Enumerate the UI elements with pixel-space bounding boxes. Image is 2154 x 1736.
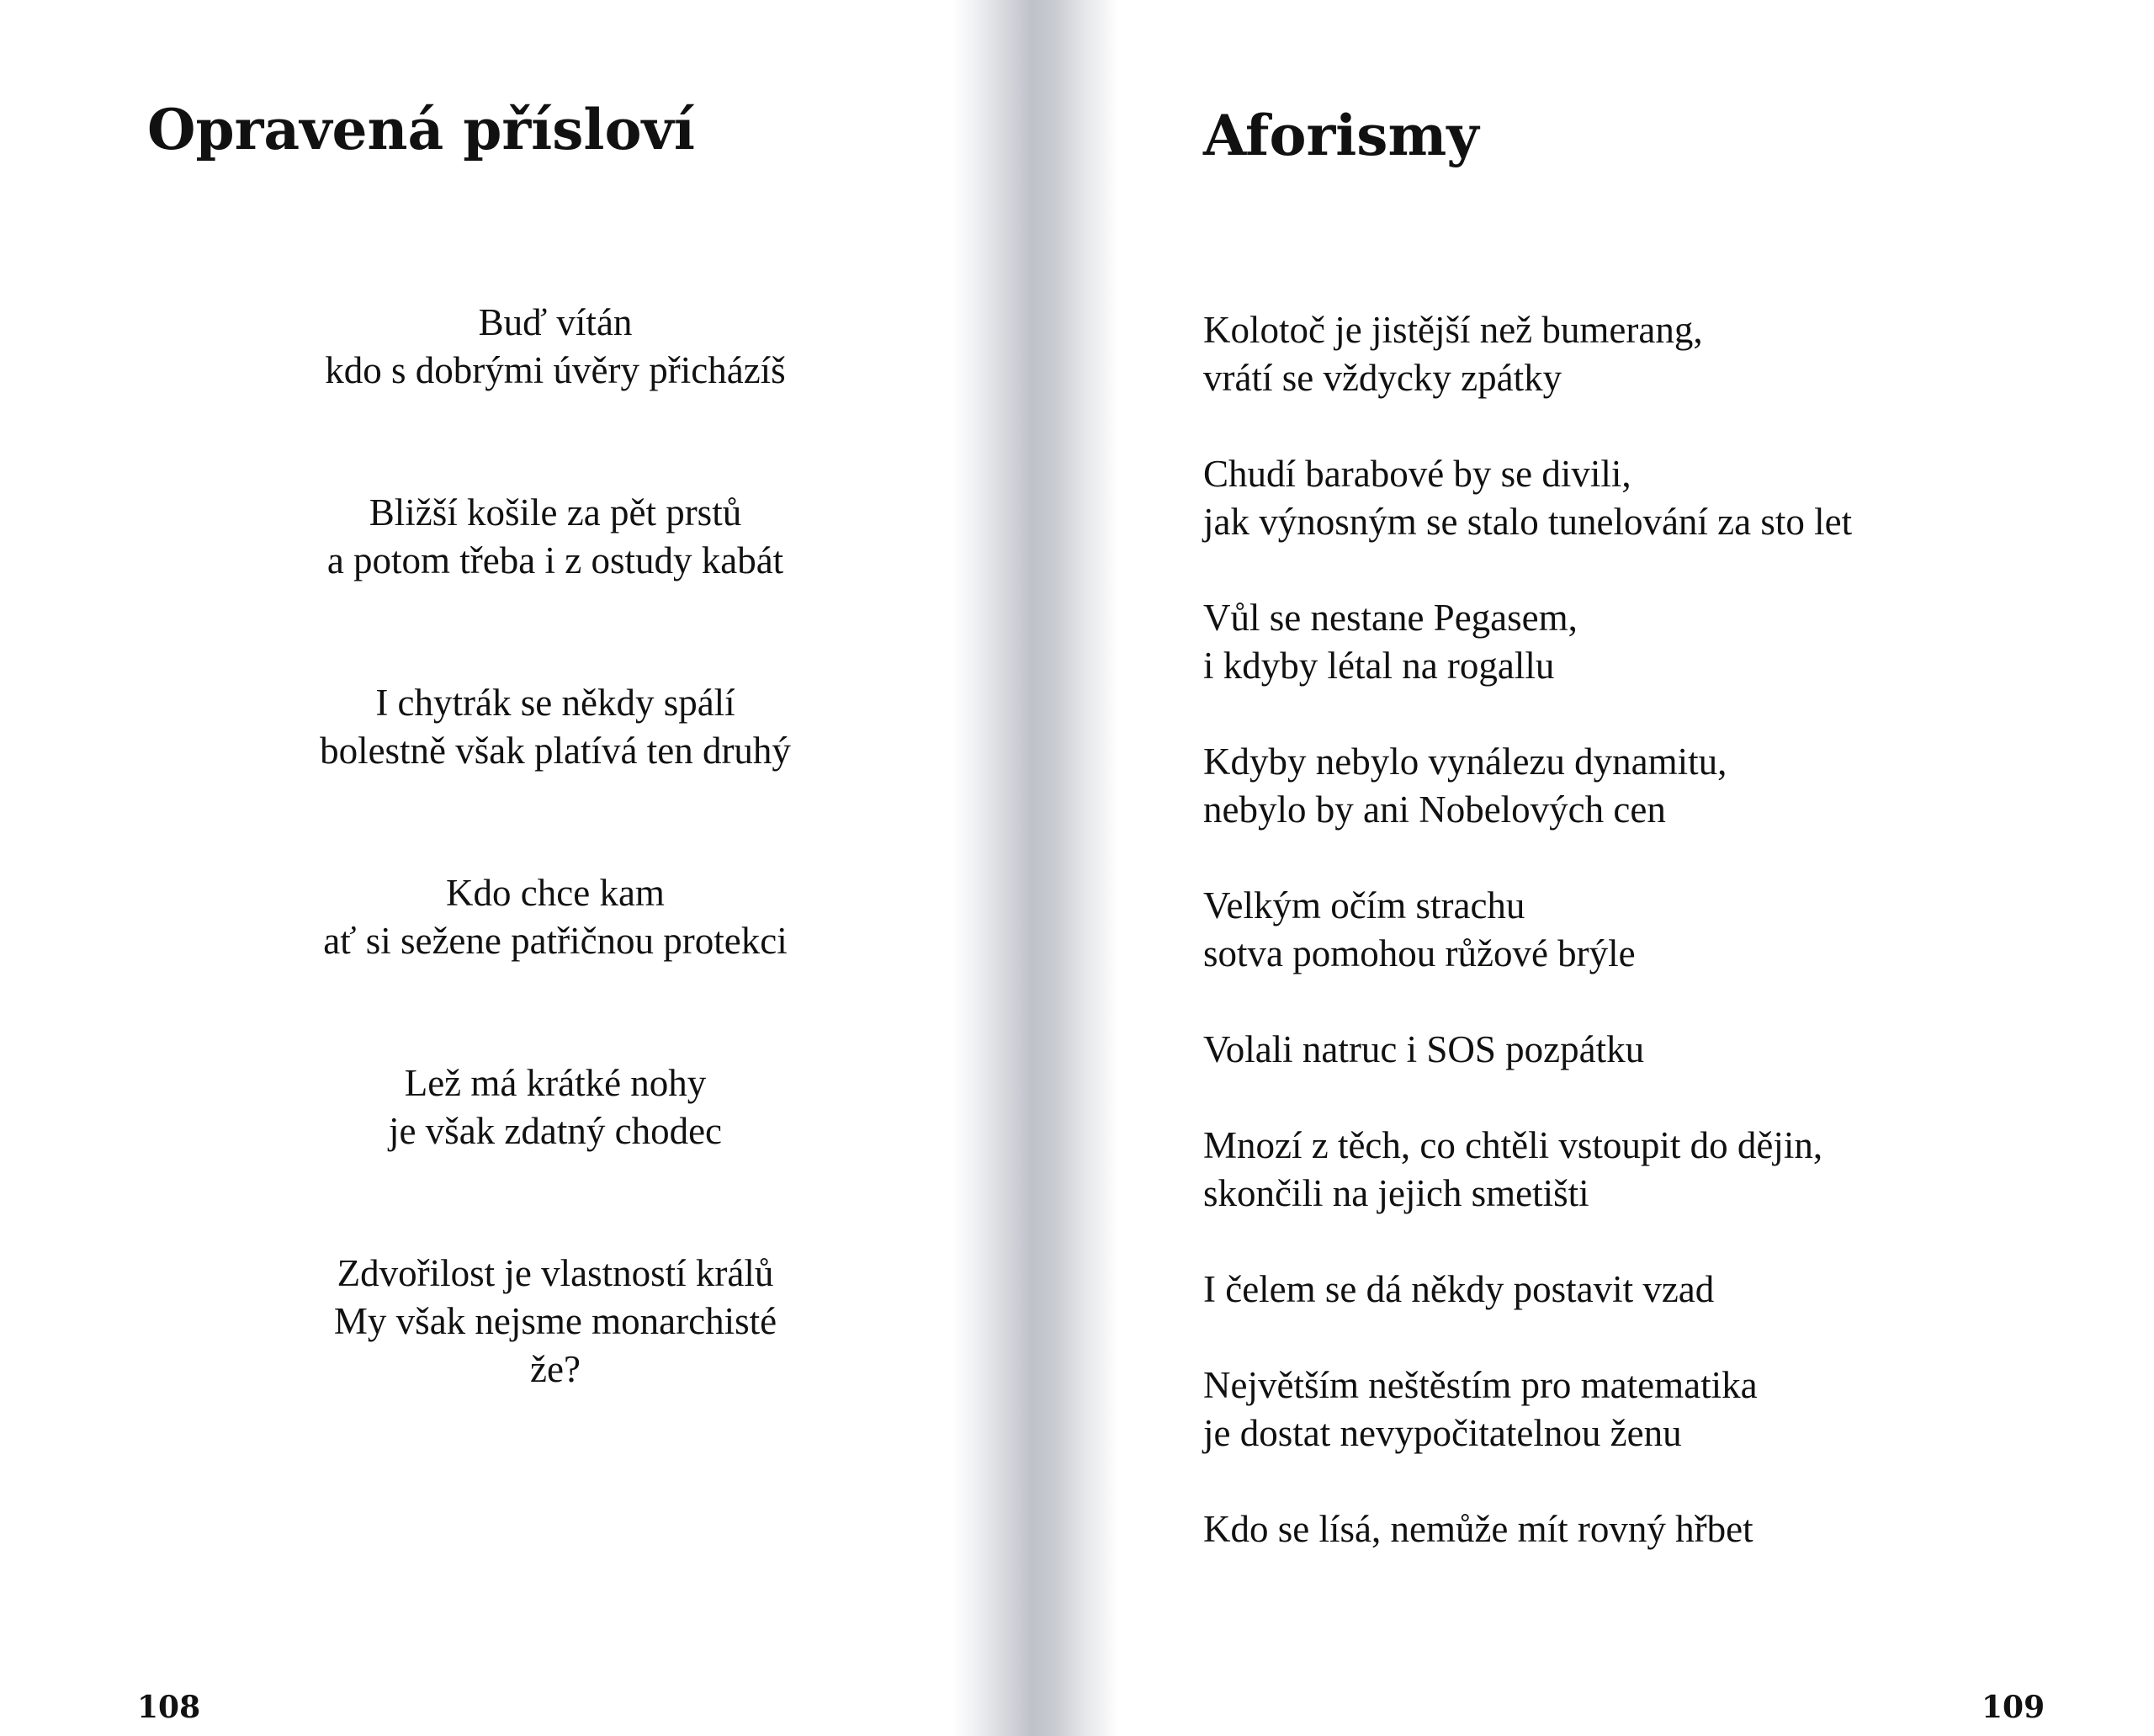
aphorism — [1203, 594, 2112, 690]
aphorism — [1203, 882, 2112, 978]
aphorism-line: Vůl se nestane Pegasem, — [1203, 597, 1578, 639]
proverb-line: že? — [530, 1348, 581, 1390]
left-page-number: 108 — [137, 1690, 201, 1725]
aphorism — [1203, 1026, 2112, 1074]
aphorism — [1203, 1362, 2112, 1457]
proverb-line: I chytrák se někdy spálí — [375, 682, 735, 724]
proverb — [252, 489, 858, 585]
aphorism-line: Největším neštěstím pro matematika — [1203, 1364, 1758, 1406]
aphorism-line: Mnozí z těch, co chtěli vstoupit do dějin, — [1203, 1124, 1823, 1166]
aphorism-line: Volali natruc i SOS pozpátku — [1203, 1028, 1645, 1070]
aphorism-line: jak výnosným se stalo tunelování za sto let — [1203, 501, 1853, 543]
aphorism — [1203, 450, 2112, 546]
aphorism — [1203, 306, 2112, 402]
right-page-title: Aforismy — [1203, 103, 1479, 168]
aphorism-line: Kdyby nebylo vynálezu dynamitu, — [1203, 741, 1727, 783]
proverb-line: Kdo chce kam — [446, 872, 665, 914]
aphorism — [1203, 738, 2112, 834]
aphorism-list — [1203, 306, 2112, 1601]
aphorism-line: nebylo by ani Nobelových cen — [1203, 788, 1666, 831]
proverb — [252, 679, 858, 775]
proverb-line: ať si sežene patřičnou protekci — [323, 920, 788, 962]
proverb-list — [252, 299, 858, 1488]
aphorism-line: vrátí se vždycky zpátky — [1203, 357, 1562, 399]
book-gutter — [951, 0, 1119, 1736]
aphorism-line: Kdo se lísá, nemůže mít rovný hřbet — [1203, 1508, 1753, 1550]
aphorism-line: i kdyby létal na rogallu — [1203, 645, 1555, 687]
proverb-line: a potom třeba i z ostudy kabát — [326, 539, 784, 581]
right-page-number: 109 — [1982, 1690, 2045, 1725]
aphorism — [1203, 1505, 2112, 1553]
proverb-line: bolestně však platívá ten druhý — [320, 730, 791, 772]
aphorism-line: I čelem se dá někdy postavit vzad — [1203, 1268, 1715, 1310]
proverb — [252, 1059, 858, 1155]
aphorism-line: skončili na jejich smetišti — [1203, 1172, 1589, 1214]
proverb — [252, 869, 858, 965]
left-page — [0, 0, 951, 1736]
aphorism-line: Chudí barabové by se divili, — [1203, 453, 1631, 495]
proverb-line: Lež má krátké nohy — [404, 1062, 707, 1104]
proverb-line: Bližší košile za pět prstů — [369, 491, 742, 534]
aphorism — [1203, 1122, 2112, 1218]
proverb-line: je však zdatný chodec — [388, 1110, 723, 1152]
aphorism — [1203, 1266, 2112, 1314]
proverb-line: Buď vítán — [478, 301, 633, 343]
aphorism-line: Kolotoč je jistější než bumerang, — [1203, 309, 1703, 351]
aphorism-line: Velkým očím strachu — [1203, 884, 1525, 926]
proverb-line: Zdvořilost je vlastností králů — [337, 1252, 774, 1294]
proverb — [252, 1250, 858, 1394]
aphorism-line: sotva pomohou růžové brýle — [1203, 932, 1636, 974]
aphorism-line: je dostat nevypočitatelnou ženu — [1203, 1412, 1682, 1454]
proverb — [252, 299, 858, 395]
proverb-line: My však nejsme monarchisté — [333, 1300, 777, 1342]
proverb-line: kdo s dobrými úvěry přicházíš — [325, 349, 786, 391]
right-page — [1119, 0, 2154, 1736]
left-page-title: Opravená přísloví — [147, 97, 695, 162]
